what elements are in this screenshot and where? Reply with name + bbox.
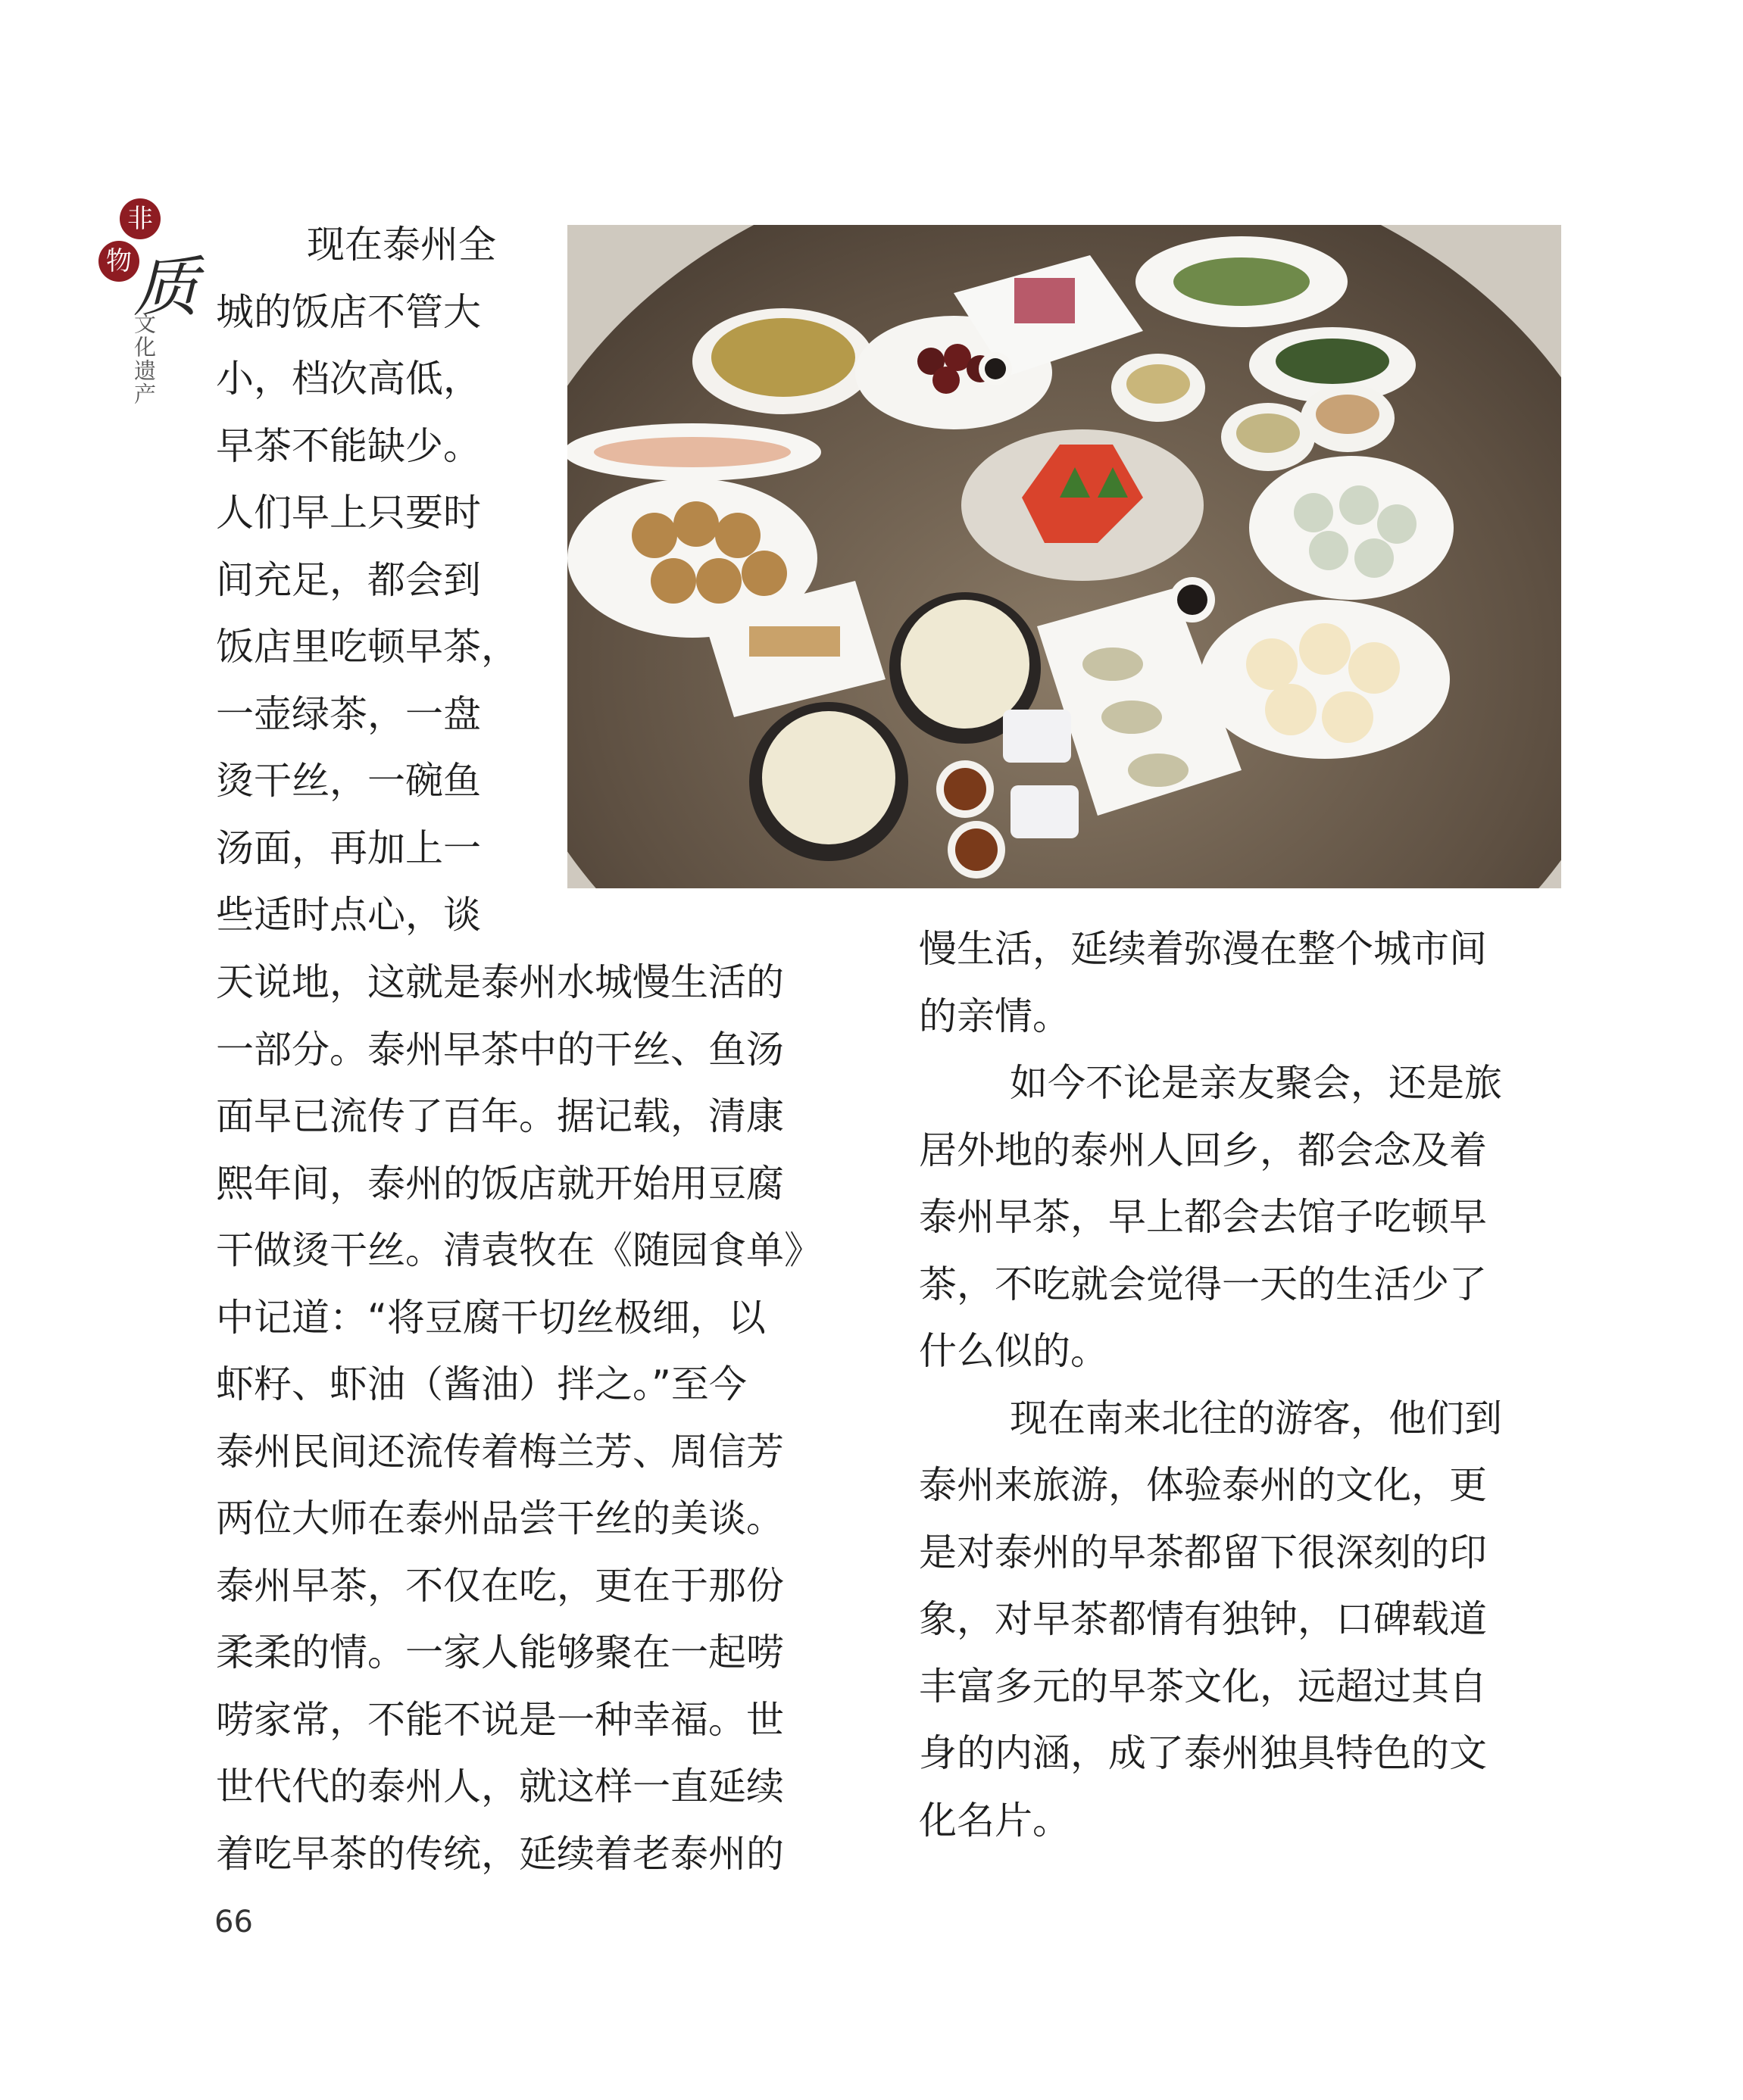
text-line: 慢生活，延续着弥漫在整个城市间 <box>919 927 1487 971</box>
breakfast-tea-dishes-photo <box>567 225 1561 888</box>
text-line: 现在泰州全 <box>307 223 496 267</box>
text-line: 一部分。泰州早茶中的干丝、鱼汤 <box>216 1027 784 1072</box>
seal-char-1: 非 <box>120 198 161 239</box>
text-line: 泰州来旅游，体验泰州的文化，更 <box>919 1463 1487 1507</box>
text-line: 身的内涵，成了泰州独具特色的文 <box>919 1731 1487 1775</box>
article-text-top <box>216 211 542 949</box>
text-line: 虾籽、虾油（酱油）拌之。”至今 <box>216 1362 747 1406</box>
text-line: 泰州民间还流传着梅兰芳、周信芳 <box>216 1429 784 1474</box>
article-text-left <box>216 949 860 1887</box>
page-number: 66 <box>214 1905 253 1939</box>
text-line: 是对泰州的早茶都留下很深刻的印 <box>919 1530 1487 1574</box>
text-line: 唠家常，不能不说是一种幸福。世 <box>216 1697 784 1742</box>
article-text-right <box>919 916 1563 1854</box>
text-line: 人们早上只要时 <box>216 491 481 535</box>
text-line: 汤面，再加上一 <box>216 825 481 870</box>
text-line: 象，对早茶都情有独钟，口碑载道 <box>919 1597 1487 1641</box>
text-line: 现在南来北往的游客，他们到 <box>1010 1396 1502 1440</box>
text-line: 柔柔的情。一家人能够聚在一起唠 <box>216 1630 784 1674</box>
text-line: 化名片。 <box>919 1798 1070 1843</box>
text-line: 天说地，这就是泰州水城慢生活的 <box>216 960 784 1004</box>
text-line: 两位大师在泰州品尝干丝的美谈。 <box>216 1496 784 1540</box>
text-line: 中记道：“将豆腐干切丝极细，以 <box>216 1295 766 1340</box>
text-line: 着吃早茶的传统，延续着老泰州的 <box>216 1831 784 1876</box>
intangible-heritage-logo <box>89 191 203 418</box>
text-line: 一壶绿茶，一盘 <box>216 691 481 736</box>
text-line: 干做烫干丝。清袁牧在《随园食单》 <box>216 1228 822 1272</box>
text-line: 小，档次高低， <box>216 357 481 401</box>
text-line: 茶，不吃就会觉得一天的生活少了 <box>919 1262 1487 1306</box>
text-line: 饭店里吃顿早茶， <box>216 625 519 669</box>
text-line: 什么似的。 <box>919 1329 1108 1373</box>
text-line: 熙年间，泰州的饭店就开始用豆腐 <box>216 1161 784 1206</box>
text-line: 居外地的泰州人回乡，都会念及着 <box>919 1128 1487 1172</box>
text-line: 丰富多元的早茶文化，远超过其自 <box>919 1664 1487 1708</box>
text-line: 泰州早茶，不仅在吃，更在于那份 <box>216 1563 784 1608</box>
text-line: 烫干丝，一碗鱼 <box>216 759 481 803</box>
logo-subtitle: 文化遗产 <box>131 312 157 406</box>
logo-main-char: 质 <box>133 250 198 326</box>
seal-char-2: 物 <box>98 241 139 282</box>
text-line: 城的饭店不管大 <box>216 289 481 334</box>
text-line: 面早已流传了百年。据记载，清康 <box>216 1094 784 1138</box>
text-line: 世代代的泰州人，就这样一直延续 <box>216 1765 784 1808</box>
text-line: 泰州早茶，早上都会去馆子吃顿早 <box>919 1195 1487 1239</box>
text-line: 如今不论是亲友聚会，还是旅 <box>1010 1061 1502 1105</box>
text-line: 些适时点心，谈 <box>216 893 481 937</box>
text-line: 的亲情。 <box>919 994 1070 1038</box>
text-line: 间充足，都会到 <box>216 557 481 602</box>
text-line: 早茶不能缺少。 <box>216 423 481 468</box>
